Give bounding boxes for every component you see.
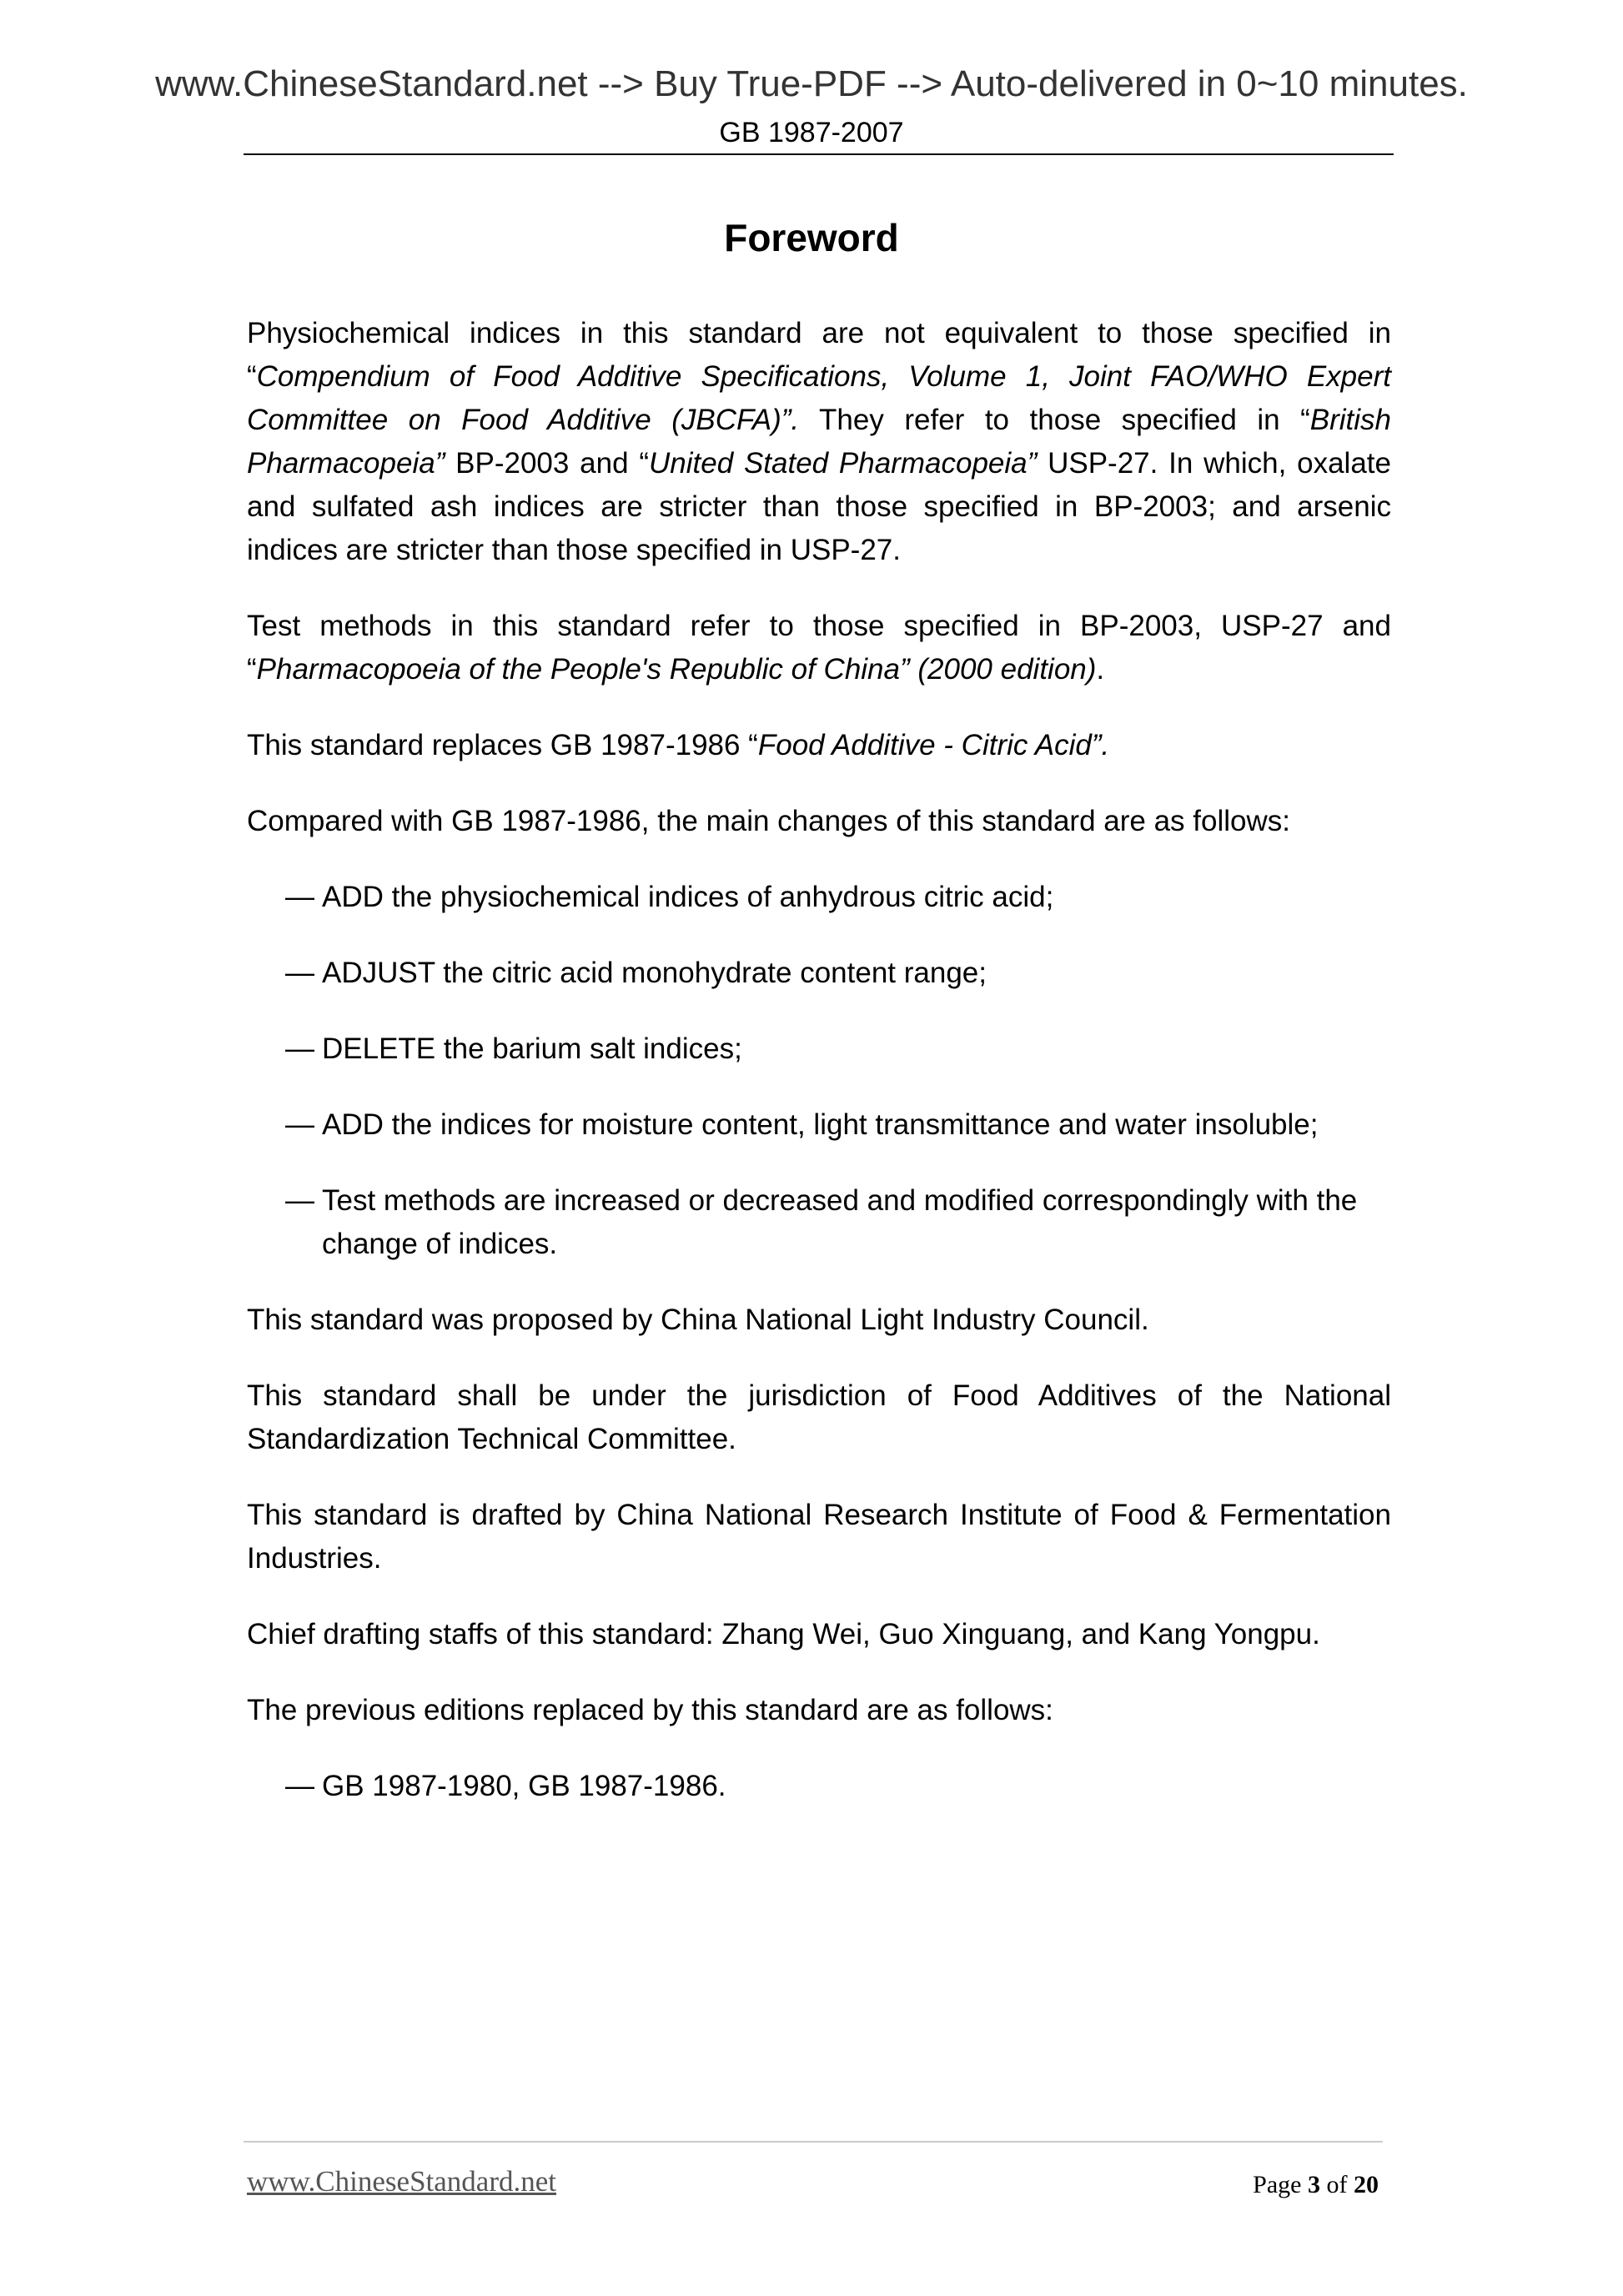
p1-text-3: BP-2003 and “ (445, 447, 649, 480)
change-text: DELETE the barium salt indices; (322, 1032, 742, 1065)
p1-italic-us-pharmacopeia: United Stated Pharmacopeia” (648, 447, 1038, 480)
list-item-previous-edition (285, 1765, 1391, 1808)
paragraph-replaces (247, 724, 1391, 767)
p3-italic-title: Food Additive - Citric Acid”. (757, 729, 1110, 761)
page-total: 20 (1354, 2171, 1379, 2198)
paragraph-main-changes: Compared with GB 1987-1986, the main changes of this standard are as follows: (247, 805, 1290, 837)
p3-text-1: This standard replaces GB 1987-1986 “ (247, 729, 758, 761)
header-divider (244, 153, 1394, 155)
dash-bullet: — (285, 881, 314, 913)
site-banner: www.ChineseStandard.net --> Buy True-PDF --> Auto-delivered in 0~10 minutes. (155, 63, 1468, 104)
footer-divider (244, 2141, 1383, 2143)
paragraph-chief-drafters: Chief drafting staffs of this standard: Zhang Wei, Guo Xinguang, and Kang Yongpu. (247, 1618, 1320, 1650)
paragraph-physiochemical-indices (247, 312, 1391, 572)
previous-edition-text: GB 1987-1980, GB 1987-1986. (322, 1770, 726, 1802)
p2-text-1: Test methods in this standard refer to those specified in BP-2003, USP-27 and “ (247, 610, 1391, 686)
p2-italic-chinese-pharmacopoeia: Pharmacopoeia of the People's Republic of China” (2000 edition) (256, 653, 1097, 686)
paragraph-drafted-by: This standard is drafted by China National Research Institute of Food & Fermentation Industries. (247, 1499, 1391, 1575)
p1-text-4: USP-27. In which, oxalate and sulfated ash indices are stricter than those specified in BP-2003; and arsenic indices are stricter than those specified in USP-27. (247, 447, 1391, 566)
p1-text-2: They refer to those specified in “ (799, 404, 1310, 436)
paragraph-test-methods (247, 605, 1391, 691)
page-prefix: Page (1253, 2171, 1308, 2198)
page-of: of (1320, 2171, 1354, 2198)
p1-text-1: Physiochemical indices in this standard are not equivalent to those specified in “ (247, 317, 1391, 393)
page-number (1253, 2171, 1379, 2199)
list-item-change (285, 1179, 1391, 1266)
p2-text-2: . (1096, 653, 1105, 686)
document-body (247, 312, 1391, 1841)
dash-bullet: — (285, 957, 314, 989)
standard-code: GB 1987-2007 (719, 117, 904, 148)
list-item-change (285, 952, 1391, 995)
change-text: ADD the physiochemical indices of anhydrous citric acid; (322, 881, 1054, 913)
change-text: Test methods are increased or decreased and modified correspondingly with the change of indices. (322, 1184, 1358, 1260)
footer-site-link[interactable]: www.ChineseStandard.net (247, 2165, 556, 2198)
change-text: ADD the indices for moisture content, light transmittance and water insoluble; (322, 1108, 1319, 1141)
p1-italic-british-pharmacopeia: British Pharmacopeia” (247, 404, 1391, 480)
list-item-change (285, 876, 1391, 919)
p1-italic-compendium: Compendium of Food Additive Specifications, Volume 1, Joint FAO/WHO Expert Committee on Food Additive (JBCFA)”. (247, 360, 1391, 436)
change-text: ADJUST the citric acid monohydrate content range; (322, 957, 987, 989)
list-item-change (285, 1103, 1391, 1147)
paragraph-previous-editions: The previous editions replaced by this standard are as follows: (247, 1694, 1053, 1726)
dash-bullet: — (285, 1184, 314, 1217)
dash-bullet: — (285, 1032, 314, 1065)
page-current: 3 (1308, 2171, 1320, 2198)
page-title: Foreword (724, 216, 899, 259)
paragraph-proposed-by: This standard was proposed by China National Light Industry Council. (247, 1304, 1149, 1336)
list-item-change (285, 1027, 1391, 1071)
dash-bullet: — (285, 1770, 314, 1802)
dash-bullet: — (285, 1108, 314, 1141)
paragraph-jurisdiction: This standard shall be under the jurisdiction of Food Additives of the National Standardization Technical Committee. (247, 1379, 1391, 1455)
